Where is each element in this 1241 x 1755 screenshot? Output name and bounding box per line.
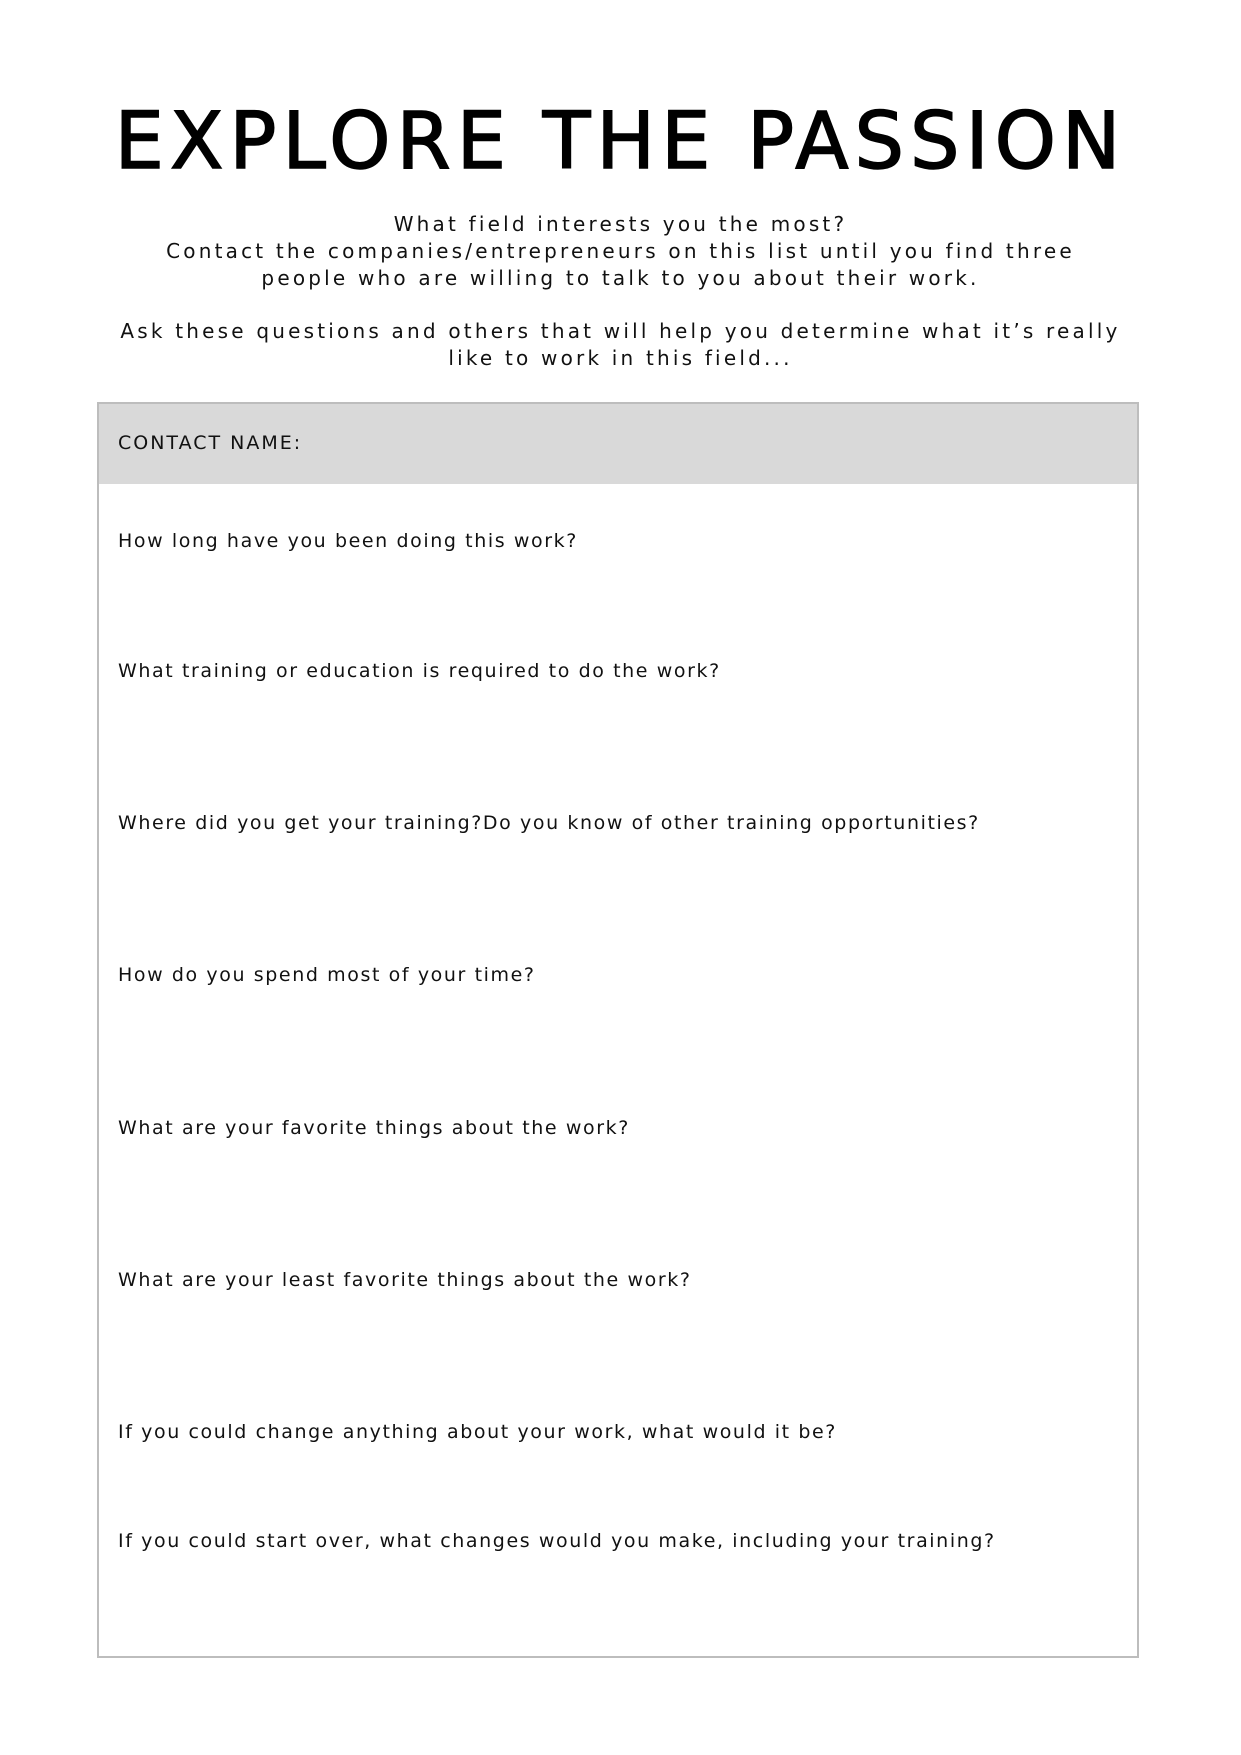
question-2: What training or education is required to do the work? — [118, 660, 721, 682]
answer-area-5[interactable] — [109, 1149, 1127, 1259]
answer-area-4[interactable] — [109, 996, 1127, 1106]
question-1: How long have you been doing this work? — [118, 530, 578, 552]
answer-area-2[interactable] — [109, 692, 1127, 802]
question-7: If you could change anything about your work, what would it be? — [118, 1421, 837, 1443]
answer-area-3[interactable] — [109, 844, 1127, 954]
intro-instructions — [100, 211, 1141, 372]
answer-area-1[interactable] — [109, 562, 1127, 652]
answer-area-8[interactable] — [109, 1562, 1127, 1647]
answer-area-7[interactable] — [109, 1453, 1127, 1523]
question-4: How do you spend most of your time? — [118, 964, 536, 986]
answer-area-6[interactable] — [109, 1301, 1127, 1411]
interview-form — [97, 402, 1139, 1658]
intro-line-4: Ask these questions and others that will help you determine what it’s really — [120, 319, 1121, 343]
question-8: If you could start over, what changes would you make, including your training? — [118, 1530, 996, 1552]
question-5: What are your favorite things about the work? — [118, 1117, 630, 1139]
intro-line-1: What field interests you the most? — [393, 212, 848, 236]
intro-line-3: people who are willing to talk to you about their work. — [261, 266, 980, 290]
contact-name-row[interactable] — [99, 404, 1137, 484]
page-title: EXPLORE THE PASSION — [114, 97, 1127, 187]
contact-name-label: CONTACT NAME: — [118, 432, 303, 454]
intro-line-2: Contact the companies/entrepreneurs on this list until you find three — [166, 239, 1075, 263]
question-6: What are your least favorite things about the work? — [118, 1269, 692, 1291]
intro-line-5: like to work in this field... — [448, 346, 793, 370]
question-3: Where did you get your training?Do you know of other training opportunities? — [118, 812, 980, 834]
intro-spacer — [100, 292, 1141, 318]
